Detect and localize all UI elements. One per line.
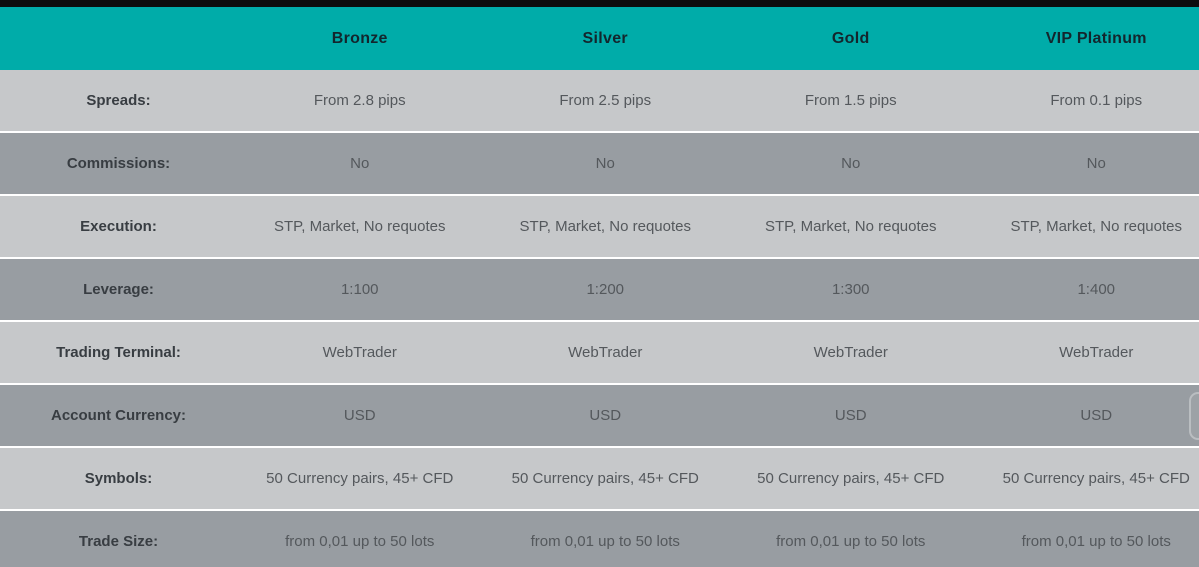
row-value: from 0,01 up to 50 lots: [285, 533, 435, 550]
row-value: 50 Currency pairs, 45+ CFD: [757, 470, 945, 487]
row-value: No: [595, 155, 615, 172]
table-row: [0, 511, 1199, 567]
row-value: From 0.1 pips: [1050, 92, 1143, 109]
row-value: From 2.5 pips: [559, 92, 652, 109]
table-row: [0, 322, 1199, 383]
table-row: [0, 385, 1199, 446]
table-row: [0, 133, 1199, 194]
row-value: 1:100: [340, 281, 379, 298]
row-value: STP, Market, No requotes: [1010, 218, 1182, 235]
row-value: WebTrader: [568, 344, 643, 361]
top-border-bar: [0, 0, 1199, 7]
row-value: STP, Market, No requotes: [765, 218, 937, 235]
row-value: WebTrader: [322, 344, 397, 361]
row-value: 50 Currency pairs, 45+ CFD: [511, 470, 699, 487]
row-label: Commissions:: [66, 155, 171, 172]
row-label: Symbols:: [84, 470, 153, 487]
row-value: No: [350, 155, 370, 172]
row-label: Execution:: [80, 218, 157, 235]
row-value: No: [841, 155, 861, 172]
table-header-row: [0, 7, 1199, 70]
row-label: Leverage:: [83, 281, 154, 298]
account-types-comparison-table: [0, 7, 1199, 567]
table-row: [0, 448, 1199, 509]
row-label: Trade Size:: [78, 533, 159, 550]
row-value: USD: [1080, 407, 1113, 424]
row-value: USD: [834, 407, 867, 424]
row-value: WebTrader: [1059, 344, 1134, 361]
row-value: 50 Currency pairs, 45+ CFD: [1002, 470, 1190, 487]
plan-header-vip-platinum: VIP Platinum: [1045, 29, 1147, 47]
row-value: STP, Market, No requotes: [519, 218, 691, 235]
row-value: USD: [589, 407, 622, 424]
row-value: from 0,01 up to 50 lots: [530, 533, 680, 550]
row-value: From 1.5 pips: [804, 92, 897, 109]
table-row: [0, 259, 1199, 320]
row-value: From 2.8 pips: [313, 92, 406, 109]
row-value: from 0,01 up to 50 lots: [1021, 533, 1171, 550]
table-row: [0, 196, 1199, 257]
row-label: Spreads:: [86, 92, 151, 109]
row-value: USD: [343, 407, 376, 424]
row-value: WebTrader: [813, 344, 888, 361]
row-value: 1:300: [831, 281, 870, 298]
row-value: from 0,01 up to 50 lots: [776, 533, 926, 550]
row-value: 50 Currency pairs, 45+ CFD: [266, 470, 454, 487]
row-value: 1:400: [1077, 281, 1116, 298]
row-label: Trading Terminal:: [56, 344, 181, 361]
plan-header-gold: Gold: [831, 29, 870, 47]
table-row: [0, 70, 1199, 131]
header-empty-cell: [0, 7, 237, 70]
row-label: Account Currency:: [50, 407, 187, 424]
row-value: 1:200: [586, 281, 625, 298]
scrollbar-thumb[interactable]: [1189, 392, 1199, 440]
plan-header-bronze: Bronze: [331, 29, 388, 47]
plan-header-silver: Silver: [582, 29, 628, 47]
row-value: No: [1086, 155, 1106, 172]
row-value: STP, Market, No requotes: [274, 218, 446, 235]
